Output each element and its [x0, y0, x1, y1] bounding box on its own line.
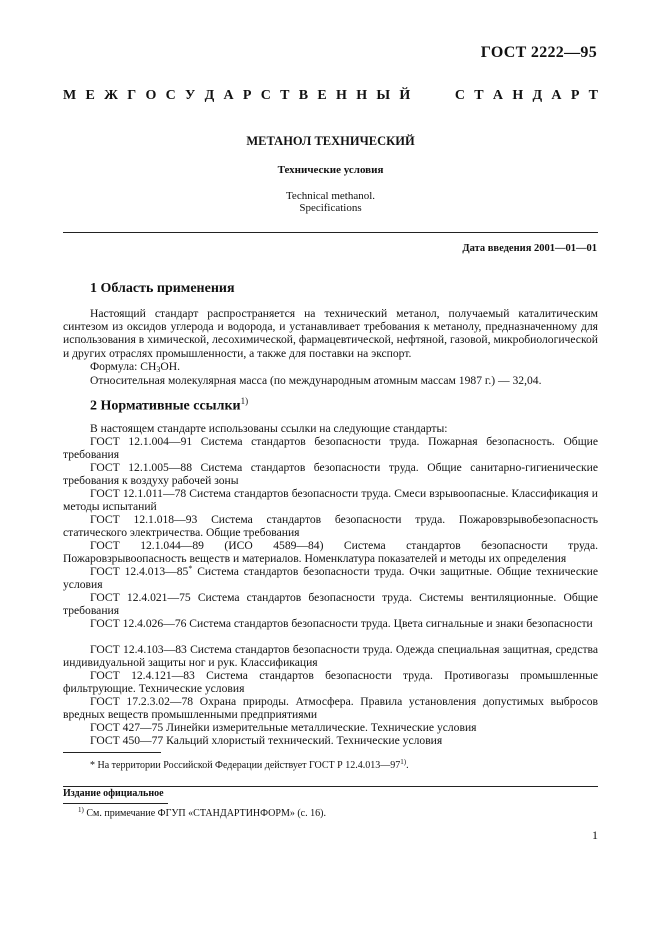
document-title: МЕТАНОЛ ТЕХНИЧЕСКИЙ: [246, 134, 415, 148]
banner-letter: С: [165, 88, 176, 103]
english-title: [0, 190, 661, 214]
reference-item: ГОСТ 12.1.044—89 (ИСО 4589—84) Система стандартов безопасности труда. Пожаровзрывоопасность веществ и материалов. Номенклатура показателей и методы их определения: [63, 539, 598, 566]
reference-item: ГОСТ 427—75 Линейки измерительные металлические. Технические условия: [90, 721, 477, 734]
official-edition: Издание официальное: [63, 788, 164, 799]
section-1-heading: 1 Область применения: [90, 281, 235, 296]
banner-letter: М: [63, 88, 77, 103]
note-sup: 1): [78, 806, 84, 814]
banner-letter: А: [551, 88, 562, 103]
banner-letter: В: [298, 88, 309, 103]
banner-letter: Т: [474, 88, 484, 103]
reference-title: Система стандартов безопасности труда. Очки защитные. Общие технические условия: [63, 565, 598, 592]
banner-letter: Д: [532, 88, 543, 103]
section-1-paragraph: Настоящий стандарт распространяется на технический метанол, получаемый каталитическим синтезом из оксидов углерода и водорода, и устанавливает требования к метанолу, предназначенному для использования в химической, лесохимической, фармацевтической, нефтяной, газовой, микробиологической и других отраслях промышленности, а также для поставки на экспорт.: [63, 307, 598, 360]
bottom-divider: [63, 786, 598, 787]
banner-letter: А: [223, 88, 234, 103]
banner-letter: А: [492, 88, 504, 103]
reference-item: ГОСТ 12.4.103—83 Система стандартов безопасности труда. Одежда специальная защитная, средства индивидуальной защиты ног и рук. Классификация: [63, 643, 598, 670]
gost-number: ГОСТ 2222—95: [480, 44, 597, 61]
english-title-line-2: Specifications: [299, 202, 362, 214]
formula-prefix: Формула: CH: [90, 360, 157, 373]
banner-letter: Д: [204, 88, 215, 103]
banner-letter: Т: [280, 88, 290, 103]
section-2-heading-text: 2 Нормативные ссылки: [90, 398, 241, 414]
english-title-line-1: Technical methanol.: [285, 190, 376, 202]
reference-item: ГОСТ 12.1.004—91 Система стандартов безопасности труда. Пожарная безопасность. Общие требования: [63, 435, 598, 462]
introduction-date: Дата введения 2001—01—01: [462, 243, 597, 254]
banner-letter: Н: [512, 88, 524, 103]
note-text: См. примечание ФГУП «СТАНДАРТИНФОРМ» (с. 16).: [83, 808, 326, 819]
molecular-mass-line: Относительная молекулярная масса (по международным атомным массам 1987 г.) — 32,04.: [90, 374, 542, 387]
banner-letter: Р: [242, 88, 252, 103]
standard-type-banner: [63, 88, 598, 104]
references-intro: В настоящем стандарте использованы ссылки на следующие стандарты:: [90, 422, 448, 435]
banner-letter: О: [145, 88, 157, 103]
banner-letter: С: [260, 88, 271, 103]
reference-item: ГОСТ 12.4.026—76 Система стандартов безопасности труда. Цвета сигнальные и знаки безопасности: [90, 617, 593, 630]
banner-letter: Р: [570, 88, 580, 103]
banner-letter: Е: [317, 88, 327, 103]
banner-letter: Н: [356, 88, 368, 103]
formula-line: [63, 360, 598, 373]
reference-item: ГОСТ 12.4.121—83 Система стандартов безопасности труда. Противогазы промышленные фильтрующие. Технические условия: [63, 669, 598, 696]
footnote-text: * На территории Российской Федерации действует ГОСТ Р 12.4.013—97: [90, 760, 401, 771]
formula-suffix: OH.: [160, 360, 181, 373]
reference-item: ГОСТ 12.1.011—78 Система стандартов безопасности труда. Смеси взрывоопасные. Классификация и методы испытаний: [63, 487, 598, 514]
reference-code: ГОСТ 12.4.013—85: [90, 565, 189, 578]
top-divider: [63, 232, 598, 233]
reference-item: ГОСТ 12.1.018—93 Система стандартов безопасности труда. Пожаровзрывобезопасность статического электричества. Общие требования: [63, 513, 598, 540]
banner-letter: Н: [336, 88, 347, 103]
banner-letter: Й: [399, 88, 411, 103]
reference-item: ГОСТ 17.2.3.02—78 Охрана природы. Атмосфера. Правила установления допустимых выбросов вредных веществ промышленными предприятиями: [63, 695, 598, 722]
banner-letter: С: [454, 88, 465, 103]
banner-letter: Ж: [104, 88, 118, 103]
publisher-note: [78, 808, 326, 819]
note-divider: [63, 803, 168, 804]
banner-letter: Г: [127, 88, 137, 103]
banner-spacer: [420, 88, 446, 104]
banner-letter: Ы: [376, 88, 391, 103]
reference-item: ГОСТ 12.4.021—75 Система стандартов безопасности труда. Системы вентиляционные. Общие требования: [63, 591, 598, 618]
section-2-heading-note: 1): [240, 396, 249, 406]
document-subtitle: Технические условия: [277, 164, 384, 176]
page-number: 1: [592, 828, 598, 842]
banner-letter: У: [185, 88, 196, 103]
footnote-end: .: [406, 760, 409, 771]
formula-subscript: 3: [156, 365, 161, 374]
footnote: [90, 760, 409, 771]
reference-item: ГОСТ 450—77 Кальций хлористый технический. Технические условия: [90, 734, 443, 747]
reference-star: *: [188, 564, 193, 573]
section-2-heading: [90, 396, 248, 415]
footnote-sup: 1): [400, 758, 407, 766]
banner-letter: Е: [85, 88, 95, 103]
footnote-divider: [63, 752, 161, 753]
banner-letter: Т: [588, 88, 598, 103]
reference-item: [63, 565, 598, 591]
reference-item: ГОСТ 12.1.005—88 Система стандартов безопасности труда. Общие санитарно-гигиенические требования к воздуху рабочей зоны: [63, 461, 598, 488]
